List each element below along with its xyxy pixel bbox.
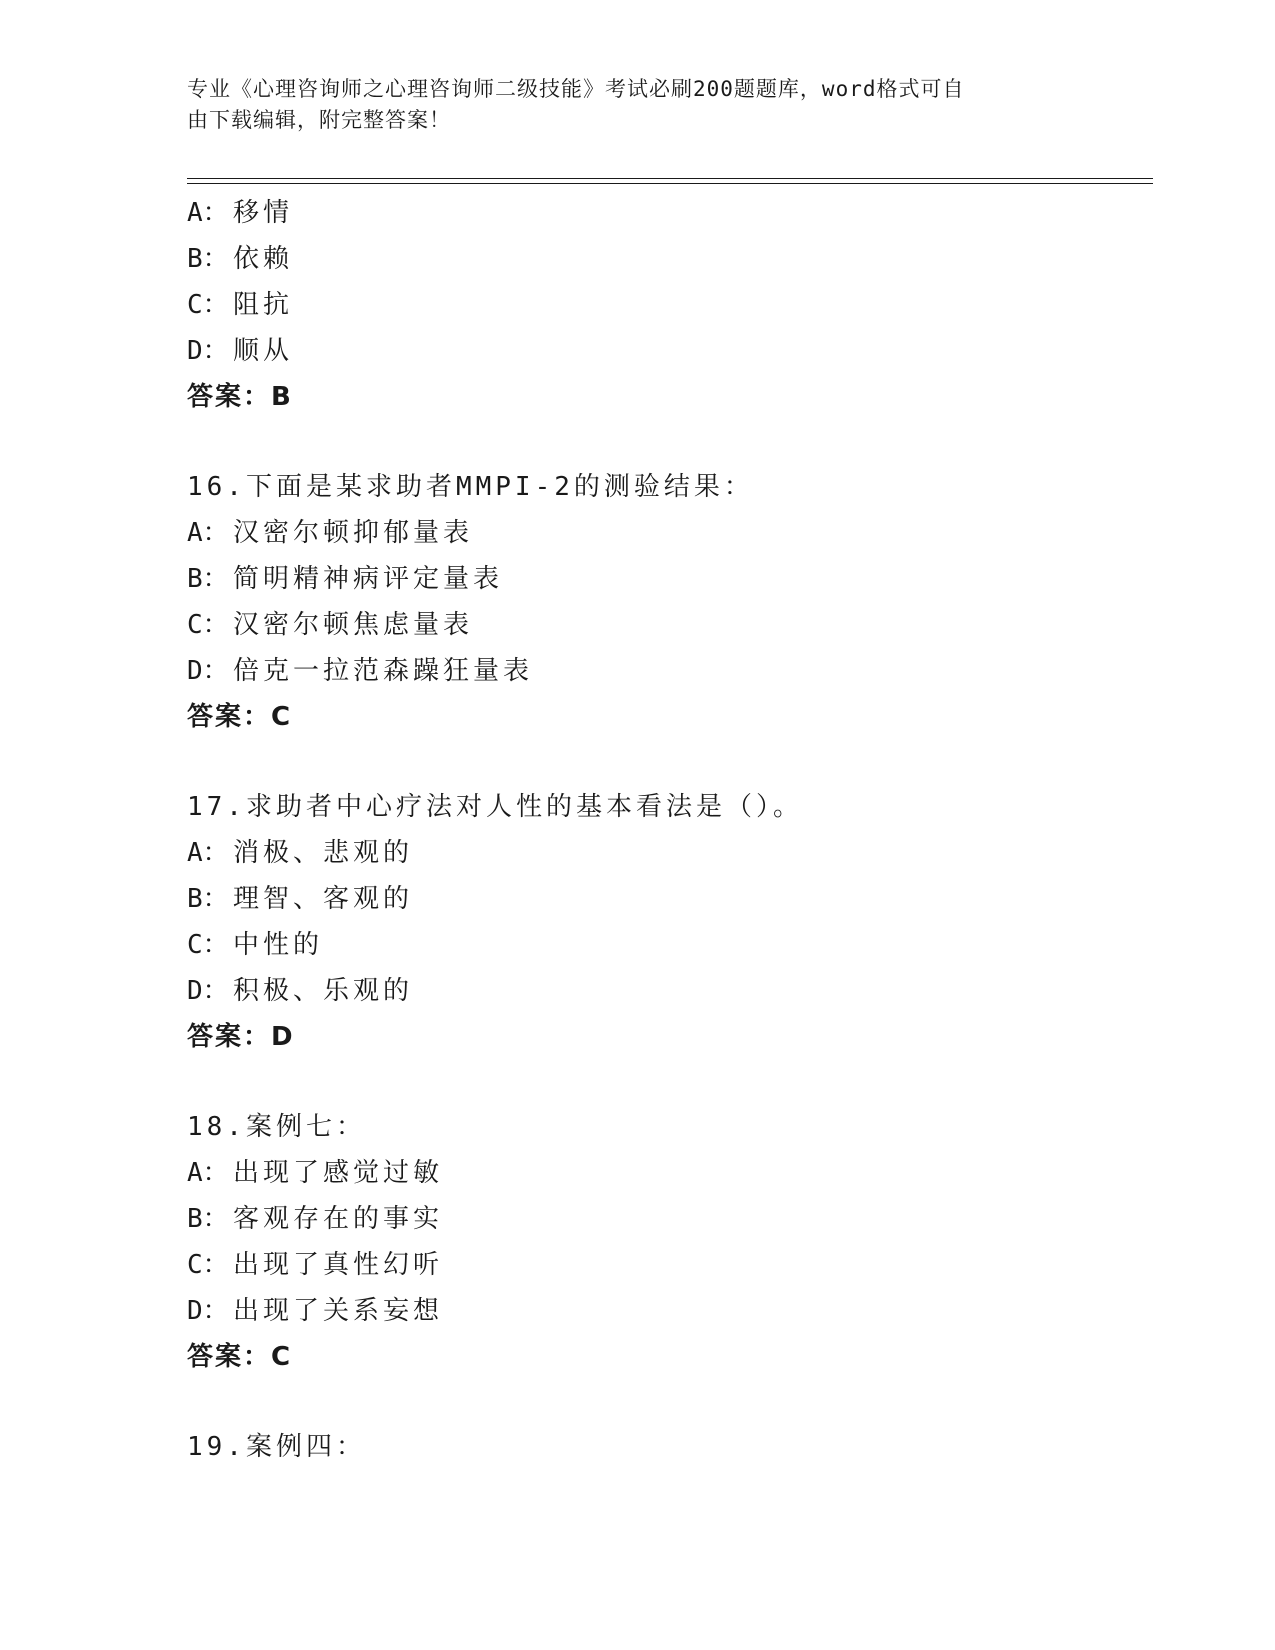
question-16: [187, 464, 1147, 740]
option-key: D：: [187, 656, 229, 686]
document-header: [187, 74, 1067, 136]
option-key: C：: [187, 1250, 229, 1280]
option-key: D：: [187, 336, 229, 366]
question-18: [187, 1104, 1147, 1380]
option-key: A：: [187, 198, 229, 228]
option-text: 中性的: [233, 930, 324, 960]
option-a: [187, 190, 1147, 236]
option-key: A：: [187, 1158, 229, 1188]
option-text: 简明精神病评定量表: [233, 564, 504, 594]
option-text: 依赖: [233, 244, 294, 274]
option-b: [187, 556, 1147, 602]
option-text: 倍克一拉范森躁狂量表: [233, 656, 534, 686]
option-key: B：: [187, 564, 229, 594]
option-d: [187, 1288, 1147, 1334]
answer-line: 答案：C: [187, 702, 293, 732]
question-15-tail: [187, 190, 1147, 420]
question-stem: 18.案例七：: [187, 1112, 366, 1142]
option-key: C：: [187, 290, 229, 320]
option-key: A：: [187, 838, 229, 868]
option-c: [187, 282, 1147, 328]
option-key: A：: [187, 518, 229, 548]
answer-line: 答案：C: [187, 1342, 293, 1372]
header-divider-top: [187, 178, 1153, 179]
option-text: 汉密尔顿焦虑量表: [233, 610, 474, 640]
option-key: B：: [187, 884, 229, 914]
question-list: [187, 190, 1147, 1470]
option-key: D：: [187, 1296, 229, 1326]
question-17: [187, 784, 1147, 1060]
option-text: 出现了关系妄想: [233, 1296, 444, 1326]
option-d: [187, 968, 1147, 1014]
option-text: 移情: [233, 198, 294, 228]
answer-line: 答案：D: [187, 1022, 295, 1052]
option-key: C：: [187, 930, 229, 960]
option-c: [187, 922, 1147, 968]
option-text: 积极、乐观的: [233, 976, 414, 1006]
question-19: [187, 1424, 1147, 1470]
option-key: B：: [187, 244, 229, 274]
header-divider-bottom: [187, 183, 1153, 184]
option-a: [187, 510, 1147, 556]
option-b: [187, 236, 1147, 282]
answer-line: 答案：B: [187, 382, 293, 412]
option-text: 出现了真性幻听: [233, 1250, 444, 1280]
option-text: 出现了感觉过敏: [233, 1158, 444, 1188]
option-d: [187, 328, 1147, 374]
question-stem: 16.下面是某求助者MMPI-2的测验结果：: [187, 472, 754, 502]
option-text: 理智、客观的: [233, 884, 414, 914]
option-key: B：: [187, 1204, 229, 1234]
option-c: [187, 602, 1147, 648]
option-key: C：: [187, 610, 229, 640]
header-line-1: 专业《心理咨询师之心理咨询师二级技能》考试必刷200题题库，word格式可自: [187, 77, 965, 101]
option-a: [187, 830, 1147, 876]
question-stem: 19.案例四：: [187, 1432, 366, 1462]
option-key: D：: [187, 976, 229, 1006]
option-b: [187, 1196, 1147, 1242]
option-text: 顺从: [233, 336, 294, 366]
option-c: [187, 1242, 1147, 1288]
option-text: 客观存在的事实: [233, 1204, 444, 1234]
option-b: [187, 876, 1147, 922]
header-line-2: 由下载编辑，附完整答案！: [187, 108, 451, 132]
option-text: 阻抗: [233, 290, 294, 320]
option-d: [187, 648, 1147, 694]
question-stem: 17.求助者中心疗法对人性的基本看法是（）。: [187, 792, 803, 822]
option-text: 消极、悲观的: [233, 838, 414, 868]
option-text: 汉密尔顿抑郁量表: [233, 518, 474, 548]
option-a: [187, 1150, 1147, 1196]
